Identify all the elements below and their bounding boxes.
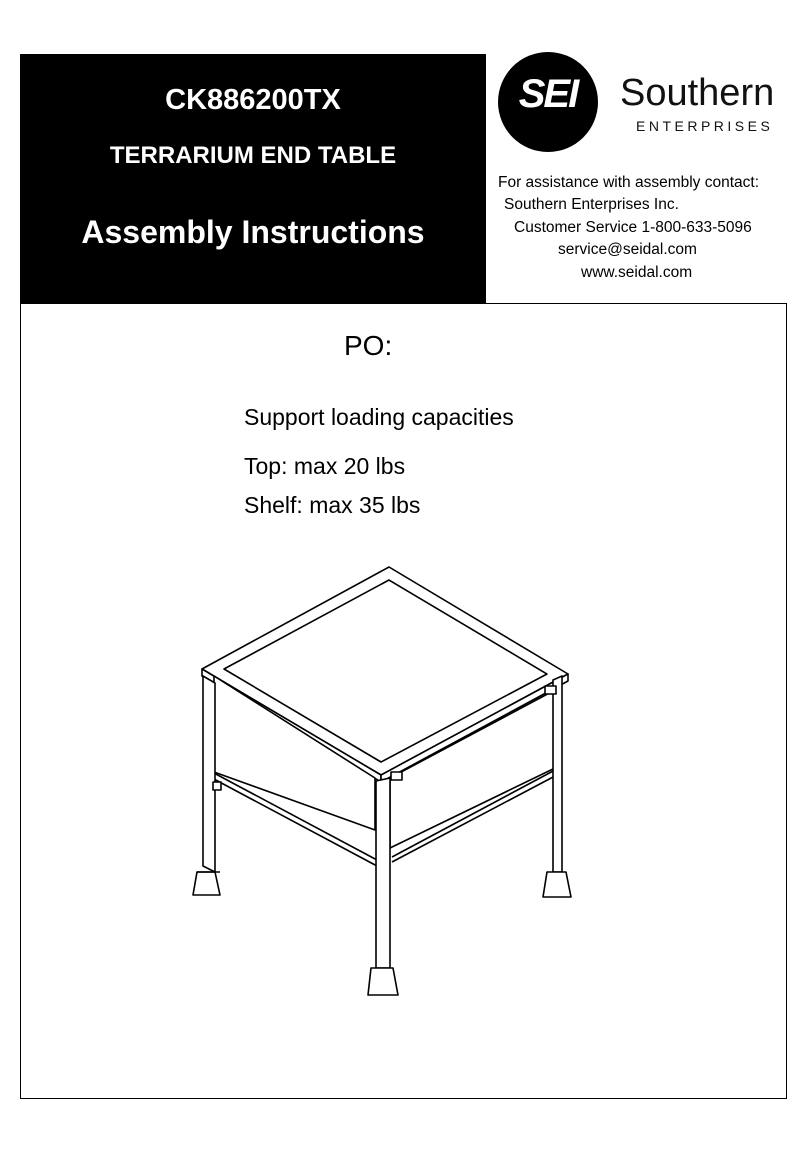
contact-email: service@seidal.com — [558, 241, 697, 258]
contact-phone: Customer Service 1-800-633-5096 — [514, 219, 752, 236]
po-label: PO: — [344, 330, 393, 361]
document-title: Assembly Instructions — [81, 214, 425, 250]
contact-intro: For assistance with assembly contact: — [498, 174, 760, 191]
contact-website: www.seidal.com — [581, 264, 693, 281]
title-block — [20, 54, 486, 304]
shelf-capacity: Shelf: max 35 lbs — [244, 492, 421, 518]
brand-name: Southern — [620, 72, 775, 114]
end-table-illustration — [180, 555, 600, 1005]
top-capacity: Top: max 20 lbs — [244, 453, 406, 479]
product-name: TERRARIUM END TABLE — [109, 142, 397, 169]
contact-company: Southern Enterprises Inc. — [504, 196, 679, 213]
capacity-title: Support loading capacities — [244, 404, 514, 430]
logo-mark: SEI — [518, 72, 578, 116]
brand-logo — [498, 52, 788, 152]
model-number: CK886200TX — [165, 84, 341, 116]
brand-subtitle: ENTERPRISES — [636, 118, 774, 134]
